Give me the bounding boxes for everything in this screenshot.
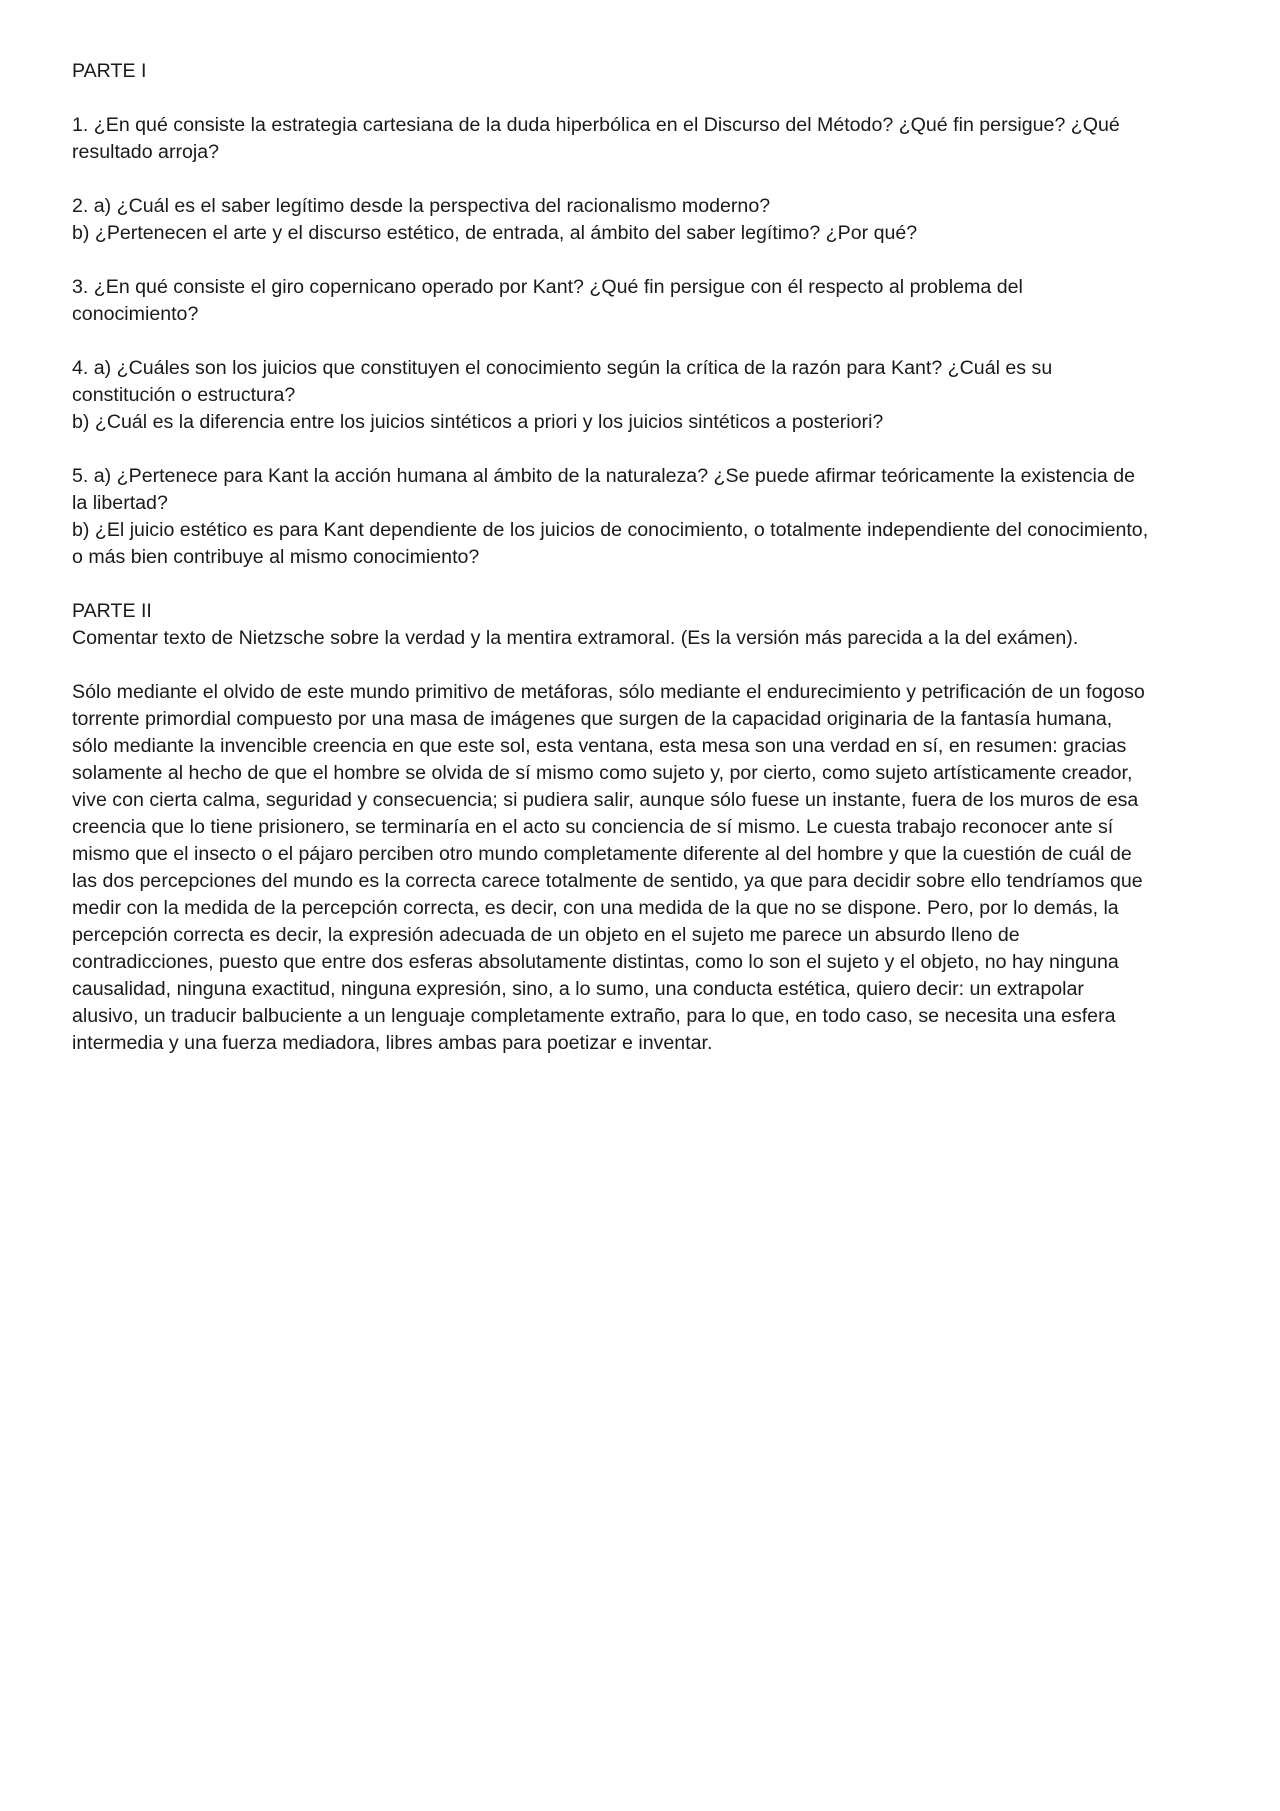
- question-1-line: 1. ¿En qué consiste la estrategia cartesiana de la duda hiperbólica en el Discurso del Método? ¿Qué fin persigue? ¿Qué: [72, 114, 1120, 136]
- nietzsche-text-line: vive con cierta calma, seguridad y consecuencia; si pudiera salir, aunque sólo fuese un instante, fuera de los muros de esa: [72, 789, 1139, 811]
- nietzsche-text-line: creencia que lo tiene prisionero, se terminaría en el acto su conciencia de sí mismo. Le cuesta trabajo reconocer ante sí: [72, 816, 1114, 838]
- nietzsche-text-line: causalidad, ninguna exactitud, ninguna expresión, sino, a lo sumo, una conducta estética, quiero decir: un extrapolar: [72, 978, 1084, 1000]
- nietzsche-text-line: contradicciones, puesto que entre dos esferas absolutamente distintas, como lo son el sujeto y el objeto, no hay ninguna: [72, 951, 1119, 973]
- question-3: [72, 274, 1222, 328]
- question-5-line: o más bien contribuye al mismo conocimiento?: [72, 546, 480, 568]
- question-3-line: 3. ¿En qué consiste el giro copernicano operado por Kant? ¿Qué fin persigue con él respecto al problema del: [72, 276, 1023, 298]
- question-3-line: conocimiento?: [72, 303, 199, 325]
- nietzsche-text-line: torrente primordial compuesto por una masa de imágenes que surgen de la capacidad originaria de la fantasía humana,: [72, 708, 1113, 730]
- question-4-line: b) ¿Cuál es la diferencia entre los juicios sintéticos a priori y los juicios sintéticos a posteriori?: [72, 411, 884, 433]
- question-1-line: resultado arroja?: [72, 141, 220, 163]
- parte-2-intro: Comentar texto de Nietzsche sobre la verdad y la mentira extramoral. (Es la versión más parecida a la del exámen).: [72, 627, 1079, 649]
- nietzsche-text-line: mismo que el insecto o el pájaro perciben otro mundo completamente diferente al del hombre y que la cuestión de cuál de: [72, 843, 1132, 865]
- question-4: [72, 355, 1222, 436]
- question-2: [72, 193, 1222, 247]
- nietzsche-text-line: alusivo, un traducir balbuciente a un lenguaje completamente extraño, para lo que, en todo caso, se necesita una esfera: [72, 1005, 1116, 1027]
- nietzsche-text-line: sólo mediante la invencible creencia en que este sol, esta ventana, esta mesa son una verdad en sí, en resumen: gracias: [72, 735, 1127, 757]
- parte-1-heading: PARTE I: [72, 60, 147, 82]
- parte-2-heading: PARTE II: [72, 600, 152, 622]
- nietzsche-text-line: las dos percepciones del mundo es la correcta carece totalmente de sentido, ya que para decidir sobre ello tendríamos que: [72, 870, 1143, 892]
- question-2-line: b) ¿Pertenecen el arte y el discurso estético, de entrada, al ámbito del saber legítimo? ¿Por qué?: [72, 222, 918, 244]
- parte-2-header-block: [72, 598, 1222, 652]
- question-4-line: 4. a) ¿Cuáles son los juicios que constituyen el conocimiento según la crítica de la razón para Kant? ¿Cuál es su: [72, 357, 1053, 379]
- question-5-line: 5. a) ¿Pertenece para Kant la acción humana al ámbito de la naturaleza? ¿Se puede afirmar teóricamente la existencia de: [72, 465, 1136, 487]
- nietzsche-text: [72, 679, 1222, 1057]
- nietzsche-text-line: medir con la medida de la percepción correcta, es decir, con una medida de la que no se dispone. Pero, por lo demás, la: [72, 897, 1119, 919]
- question-1: [72, 112, 1222, 166]
- question-2-line: 2. a) ¿Cuál es el saber legítimo desde la perspectiva del racionalismo moderno?: [72, 195, 771, 217]
- parte-1-heading-block: [72, 58, 1222, 85]
- nietzsche-text-line: solamente al hecho de que el hombre se olvida de sí mismo como sujeto y, por cierto, como sujeto artísticamente creador,: [72, 762, 1133, 784]
- question-4-line: constitución o estructura?: [72, 384, 296, 406]
- question-5: [72, 463, 1222, 571]
- nietzsche-text-line: percepción correcta es decir, la expresión adecuada de un objeto en el sujeto me parece un absurdo lleno de: [72, 924, 1020, 946]
- question-5-line: b) ¿El juicio estético es para Kant dependiente de los juicios de conocimiento, o totalmente independiente del conocimiento,: [72, 519, 1149, 541]
- document-page: [72, 58, 1222, 1057]
- nietzsche-text-line: Sólo mediante el olvido de este mundo primitivo de metáforas, sólo mediante el endurecimiento y petrificación de un fogoso: [72, 681, 1145, 703]
- question-5-line: la libertad?: [72, 492, 168, 514]
- nietzsche-text-line: intermedia y una fuerza mediadora, libres ambas para poetizar e inventar.: [72, 1032, 713, 1054]
